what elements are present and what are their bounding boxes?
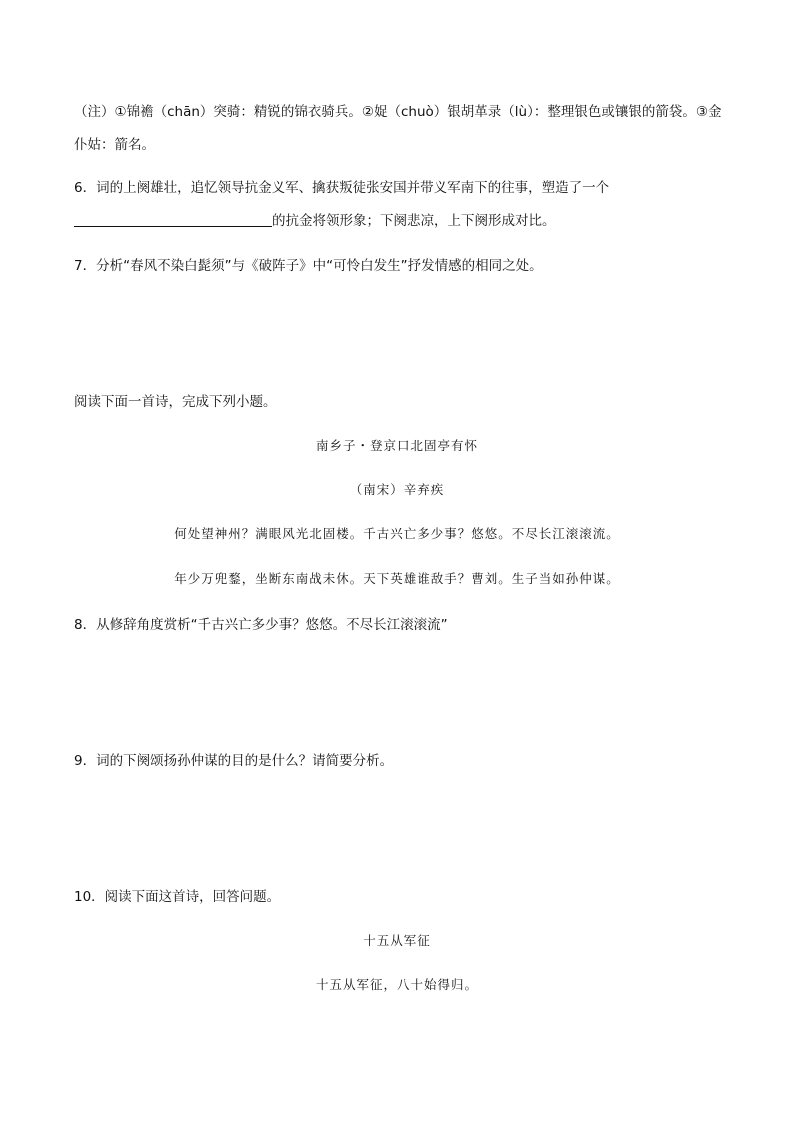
annotation-line-1: （注）①锦襜（chān）突骑：精锐的锦衣骑兵。②娖（chuò）银胡革录（lù）：整理银色或镶银的箭袋。③金 xyxy=(74,104,722,120)
poem-title: 南乡子・登京口北固亭有怀 xyxy=(315,438,478,453)
poem-2-title: 十五从军征 xyxy=(363,933,431,948)
reading-intro: 阅读下面一首诗，完成下列小题。 xyxy=(74,394,277,410)
question-9: 9．词的下阕颂扬孙仲谋的目的是什么？请简要分析。 xyxy=(74,753,394,769)
question-6-suffix: 的抗金将领形象；下阕悲凉，上下阕形成对比。 xyxy=(272,213,556,229)
question-6-line-2 xyxy=(74,212,556,230)
answer-blank[interactable] xyxy=(74,212,272,227)
question-7: 7．分析“春风不染白髭须”与《破阵子》中“可怜白发生”抒发情感的相同之处。 xyxy=(74,258,543,274)
poem-line-1: 何处望神州？满眼风光北固楼。千古兴亡多少事？悠悠。不尽长江滚滚流。 xyxy=(174,526,620,541)
question-8: 8．从修辞角度赏析“千古兴亡多少事？悠悠。不尽长江滚滚流” xyxy=(74,617,448,633)
question-10: 10．阅读下面这首诗，回答问题。 xyxy=(74,889,281,905)
poem-2-line-1: 十五从军征，八十始得归。 xyxy=(315,977,478,992)
annotation-line-2: 仆姑：箭名。 xyxy=(74,137,155,153)
poem-line-2: 年少万兜鍪，坐断东南战未休。天下英雄谁敌手？曹刘。生子当如孙仲谋。 xyxy=(174,571,620,586)
poem-author: （南宋）辛弃疾 xyxy=(349,482,445,497)
question-6-line-1: 6．词的上阕雄壮，追忆领导抗金义军、擒获叛徒张安国并带义军南下的往事，塑造了一个 xyxy=(74,180,610,196)
